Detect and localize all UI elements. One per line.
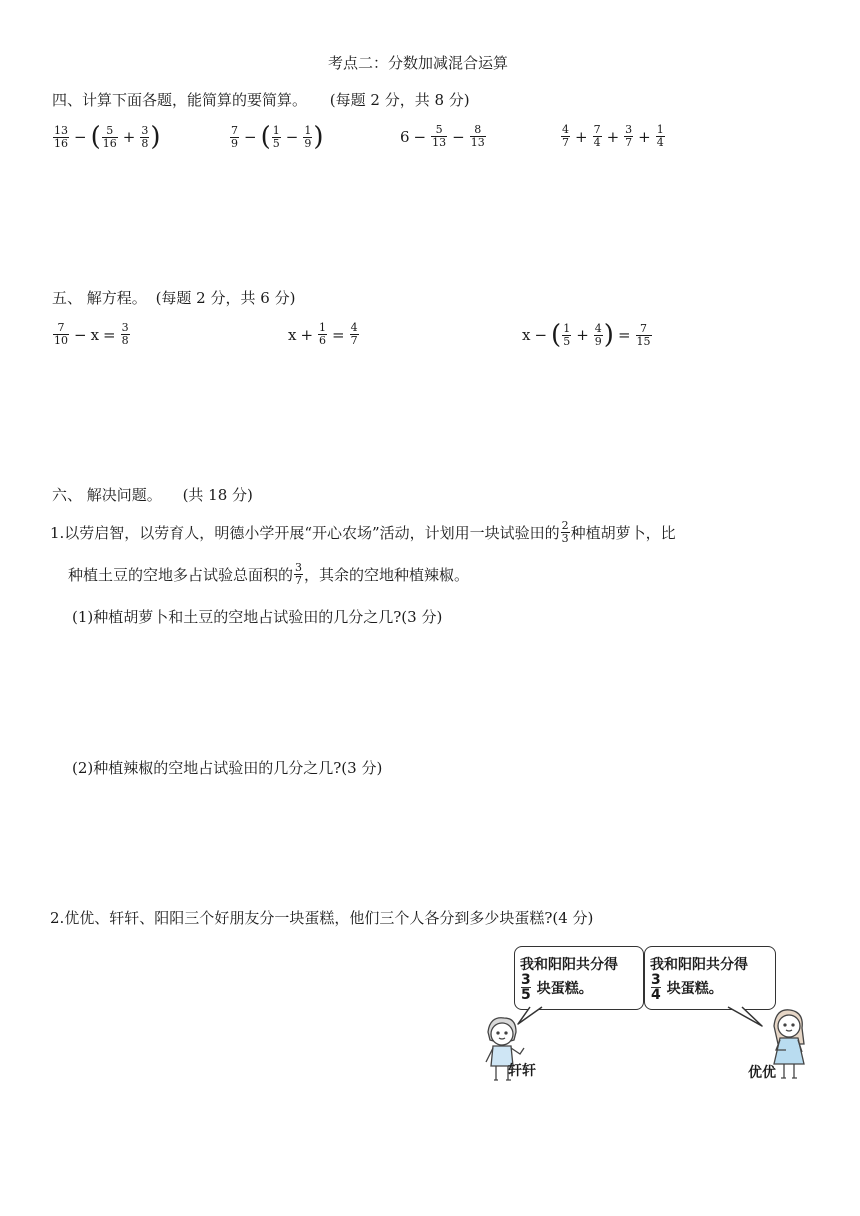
speech-bubble-right: 我和阳阳共分得 3 4 块蛋糕。 bbox=[644, 946, 776, 1010]
equation-5-1: $\frac{7}{10}$ − x = $\frac{3}{8}$ bbox=[54, 321, 129, 347]
problem-4-3: 6 − $\frac{5}{13}$ − $\frac{8}{13}$ bbox=[400, 123, 485, 149]
section-6-title: 六、 解决问题。 bbox=[52, 486, 162, 504]
section-6-score: (共 18 分) bbox=[182, 486, 253, 504]
section-6-heading bbox=[52, 484, 253, 505]
section-5-title: 五、 解方程。 bbox=[52, 289, 147, 307]
name-label-left: 轩轩 bbox=[508, 1063, 536, 1079]
fraction: $\frac{7}{10}$ bbox=[54, 321, 68, 347]
fraction: 3 4 bbox=[651, 972, 661, 1003]
fraction: $\frac{3}{7}$ bbox=[625, 123, 633, 149]
speech-bubble-left: 我和阳阳共分得 3 5 块蛋糕。 bbox=[514, 946, 644, 1010]
fraction: $\frac{1}{5}$ bbox=[272, 123, 280, 150]
problem-4-1: $\frac{13}{16}$ − ( $\frac{5}{16}$ + $\frac{3}{8}$ ) bbox=[54, 122, 161, 152]
question-1-line-2: 种植土豆的空地多占试验总面积的 $\frac{3}{7}$ ，其余的空地种植辣椒。 bbox=[68, 561, 470, 587]
fraction: $\frac{13}{16}$ bbox=[54, 123, 68, 150]
section-4-score: (每题 2 分，共 8 分) bbox=[329, 91, 470, 109]
section-4-title: 四、计算下面各题，能简算的要简算。 bbox=[52, 91, 308, 109]
fraction: $\frac{4}{7}$ bbox=[350, 321, 358, 347]
question-1-sub-2: (2)种植辣椒的空地占试验田的几分之几?(3 分) bbox=[72, 759, 383, 777]
fraction: $\frac{5}{16}$ bbox=[102, 123, 117, 150]
name-label-right: 优优 bbox=[748, 1065, 776, 1081]
fraction: $\frac{3}{7}$ bbox=[295, 561, 303, 587]
fraction: $\frac{8}{13}$ bbox=[470, 123, 485, 149]
equation-5-3: x − ( $\frac{1}{5}$ + $\frac{4}{9}$ ) = $\frac{7}{15}$ bbox=[522, 320, 651, 350]
fraction: $\frac{4}{7}$ bbox=[562, 123, 569, 149]
fraction: $\frac{1}{6}$ bbox=[319, 321, 327, 347]
bubble-tail-left bbox=[518, 1007, 542, 1024]
fraction: $\frac{2}{3}$ bbox=[561, 519, 569, 545]
fraction: $\frac{1}{9}$ bbox=[304, 123, 312, 150]
fraction: $\frac{7}{4}$ bbox=[593, 123, 601, 149]
question-1-sub-1: (1)种植胡萝卜和土豆的空地占试验田的几分之几?(3 分) bbox=[72, 608, 443, 626]
bubble-tail-right bbox=[728, 1007, 762, 1026]
fraction: $\frac{3}{8}$ bbox=[121, 321, 129, 347]
question-2-text: 2.优优、轩轩、阳阳三个好朋友分一块蛋糕，他们三个人各分到多少块蛋糕?(4 分) bbox=[50, 909, 594, 927]
section-5-score: (每题 2 分，共 6 分) bbox=[155, 289, 296, 307]
problem-4-4: $\frac{4}{7}$ + $\frac{7}{4}$ + $\frac{3}{7}$ + $\frac{1}{4}$ bbox=[562, 123, 664, 149]
problem-4-2: $\frac{7}{9}$ − ( $\frac{1}{5}$ − $\frac{1}{9}$ ) bbox=[231, 122, 324, 152]
section-5-heading bbox=[52, 287, 295, 308]
fraction: 3 5 bbox=[521, 972, 531, 1003]
section-4-heading bbox=[52, 89, 470, 110]
fraction: $\frac{3}{8}$ bbox=[141, 123, 149, 150]
fraction: $\frac{7}{9}$ bbox=[231, 123, 238, 150]
page-title: 考点二：分数加减混合运算 bbox=[328, 54, 509, 72]
fraction: $\frac{7}{15}$ bbox=[636, 321, 651, 348]
fraction: $\frac{1}{4}$ bbox=[656, 123, 664, 149]
fraction: $\frac{1}{5}$ bbox=[563, 321, 571, 348]
equation-5-2: x + $\frac{1}{6}$ = $\frac{4}{7}$ bbox=[288, 321, 358, 347]
fraction: $\frac{5}{13}$ bbox=[432, 123, 447, 149]
question-1-line-1: 1.以劳启智，以劳育人，明德小学开展“开心农场”活动，计划用一块试验田的 $\frac{2}{3}$ 种植胡萝卜，比 bbox=[50, 519, 676, 545]
fraction: $\frac{4}{9}$ bbox=[594, 321, 602, 348]
girl-figure bbox=[774, 1010, 804, 1078]
